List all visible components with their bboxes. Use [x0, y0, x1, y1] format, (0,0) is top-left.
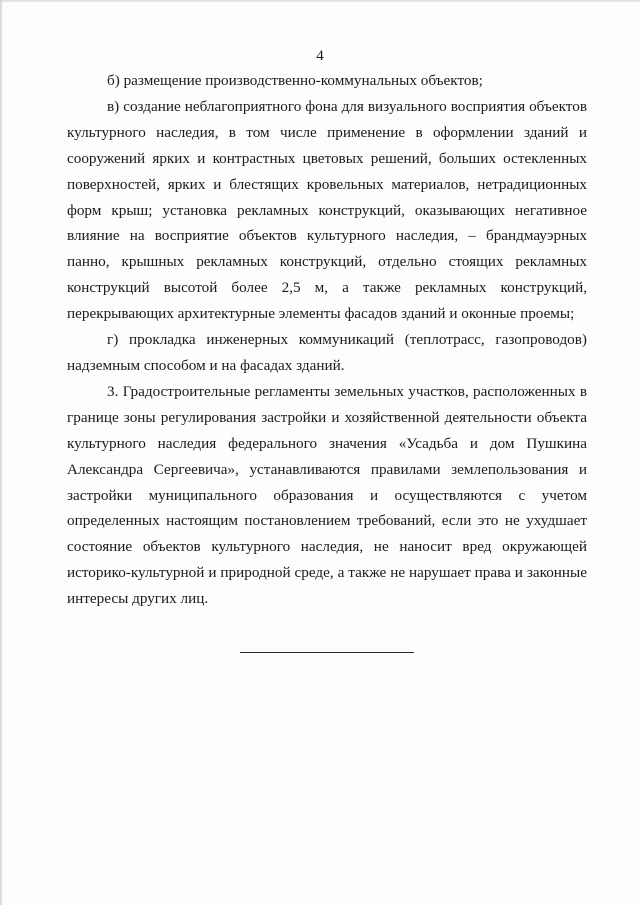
paragraph-section-3: 3. Градостроительные регламенты земельных участков, расположенных в границе зоны регулирования застройки и хозяйственной деятельности объекта культурного наследия федерального значения «Усадьба и дом Пушкина Александра Сергеевича», устанавливаются правилами землепользования и застройки муниципального образования и осуществляются с учетом определенных настоящим постановлением требований, если это не ухудшает состояние объектов культурного наследия, не наносит вред окружающей историко-культурной и природной среде, а также не нарушает права и законные интересы других лиц.: [67, 382, 587, 608]
paragraph-item-v: в) создание неблагоприятного фона для визуального восприятия объектов культурного наследия, в том числе применение в оформлении зданий и сооружений ярких и контрастных цветовых решений, больших остекленных поверхностей, ярких и блестящих кровельных материалов, нетрадиционных форм крыш; установка рекламных конструкций, оказывающих негативное влияние на восприятие объектов культурного наследия, – брандмауэрных панно, крышных рекламных конструкций, отдельно стоящих рекламных конструкций высотой более 2,5 м, а также рекламных конструкций, перекрывающих архитектурные элементы фасадов зданий и оконные проемы;: [67, 97, 587, 323]
page-number: 4: [316, 48, 324, 64]
paragraph-item-b: б) размещение производственно-коммунальных объектов;: [107, 72, 483, 89]
scan-edge-left: [0, 0, 3, 905]
scan-edge-top: [0, 0, 640, 3]
end-separator-line: [240, 652, 414, 653]
document-body: [67, 68, 587, 612]
paragraph-item-g: г) прокладка инженерных коммуникаций (теплотрасс, газопроводов) надземным способом и на фасадах зданий.: [67, 331, 587, 374]
